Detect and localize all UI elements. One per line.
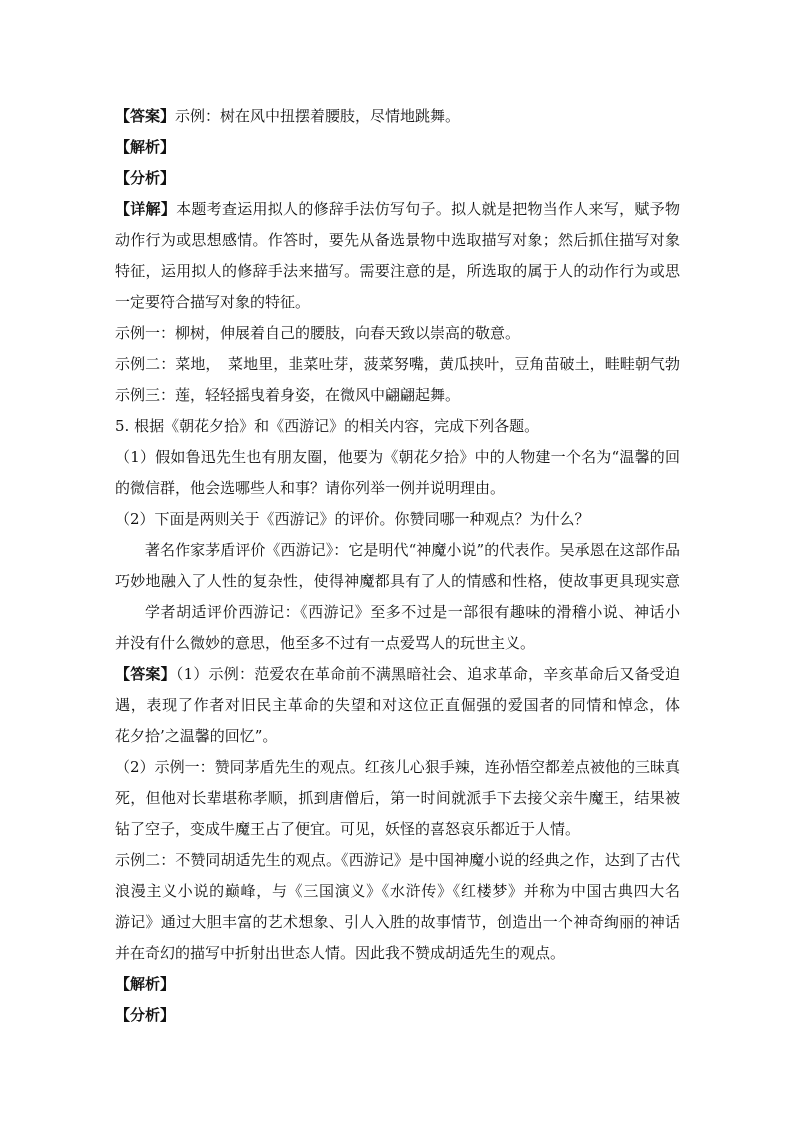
answer-line-2 <box>115 659 680 690</box>
analysis-label-2 <box>115 969 680 1000</box>
section-label: 【解析】 <box>115 975 176 993</box>
paragraph-text: 示例三：莲，轻轻摇曳着身姿，在微风中翩翩起舞。 <box>115 386 461 404</box>
example-line-1 <box>115 318 680 349</box>
paragraph-text: （1）假如鲁迅先生也有朋友圈，他要为《朝花夕拾》中的人物建一个名为“温馨的回 <box>115 448 680 466</box>
document-page <box>115 101 680 1031</box>
question-5-part2 <box>115 504 680 535</box>
detail-line-4 <box>115 287 680 318</box>
paragraph-text: 巧妙地融入了人性的复杂性，使得神魔都具有了人的情感和性格，使故事更具现实意 <box>115 572 680 590</box>
section-label: 【答案】 <box>115 107 176 125</box>
answer-line-7 <box>115 814 680 845</box>
paragraph-text: 花夕拾’之温馨的回忆”。 <box>115 727 278 745</box>
paragraph-text: 并在奇幻的描写中折射出世态人情。因此我不赞成胡适先生的观点。 <box>115 944 566 962</box>
answer-line-6 <box>115 783 680 814</box>
hushi-quote-line2 <box>115 628 680 659</box>
paragraph-text: （2）下面是两则关于《西游记》的评价。你赞同哪一种观点？为什么？ <box>115 510 590 528</box>
paragraph-text: 动作行为或思想感情。作答时，要先从备选景物中选取描写对象；然后抓住描写对象 <box>115 231 680 249</box>
question-5-part1-line1 <box>115 442 680 473</box>
answer-line-9 <box>115 876 680 907</box>
question-5-title <box>115 411 680 442</box>
paragraph-text: 特征，运用拟人的修辞手法来描写。需要注意的是，所选取的属于人的动作行为或思 <box>115 262 680 280</box>
detail-line-1 <box>115 194 680 225</box>
paragraph-text: 浪漫主义小说的巅峰，与《三国演义》《水浒传》《红楼梦》并称为中国古典四大名 <box>115 882 680 900</box>
maodun-quote-line2 <box>115 566 680 597</box>
detail-line-2 <box>115 225 680 256</box>
detail-line-3 <box>115 256 680 287</box>
example-line-2 <box>115 349 680 380</box>
paragraph-text: 死，但他对长辈堪称孝顺，抓到唐僧后，第一时间就派手下去接父亲牛魔王，结果被 <box>115 789 680 807</box>
paragraph-text: 学者胡适评价西游记：《西游记》至多不过是一部很有趣味的滑稽小说、神话小 <box>145 603 680 621</box>
fenxi-label-2 <box>115 1000 680 1031</box>
paragraph-text: 一定要符合描写对象的特征。 <box>115 293 311 311</box>
example-line-3 <box>115 380 680 411</box>
analysis-label-1 <box>115 132 680 163</box>
paragraph-text: 钻了空子，变成牛魔王占了便宜。可见，妖怪的喜怒哀乐都近于人情。 <box>115 820 581 838</box>
maodun-quote-line1 <box>115 535 680 566</box>
answer-line-1 <box>115 101 680 132</box>
section-label: 【答案】 <box>115 665 176 683</box>
paragraph-text: 著名作家茅盾评价《西游记》：它是明代“神魔小说”的代表作。吴承恩在这部作品 <box>145 541 680 559</box>
section-label: 【详解】 <box>115 200 177 218</box>
paragraph-text: 的微信群，他会选哪些人和事？请你列举一例并说明理由。 <box>115 479 506 497</box>
answer-line-10 <box>115 907 680 938</box>
answer-line-5 <box>115 752 680 783</box>
paragraph-text: （1）示例：范爱农在革命前不满黑暗社会、追求革命，辛亥革命后又备受迫 <box>175 665 680 683</box>
paragraph-text: 示例：树在风中扭摆着腰肢，尽情地跳舞。 <box>175 107 461 125</box>
section-label: 【分析】 <box>115 1006 176 1024</box>
question-5-part1-line2 <box>115 473 680 504</box>
paragraph-text: 游记》通过大胆丰富的艺术想象、引人入胜的故事情节，创造出一个神奇绚丽的神话 <box>115 913 680 931</box>
paragraph-text: 本题考查运用拟人的修辞手法仿写句子。拟人就是把物当作人来写，赋予物 <box>176 200 680 218</box>
paragraph-text: （2）示例一：赞同茅盾先生的观点。红孩儿心狠手辣，连孙悟空都差点被他的三昧真 <box>115 758 680 776</box>
paragraph-text: 示例二：不赞同胡适先生的观点。《西游记》是中国神魔小说的经典之作，达到了古代 <box>115 851 680 869</box>
section-label: 【解析】 <box>115 138 176 156</box>
answer-line-3 <box>115 690 680 721</box>
paragraph-text: 遇，表现了作者对旧民主革命的失望和对这位正直倔强的爱国者的同情和悼念，体 <box>115 696 680 714</box>
paragraph-text: 5. 根据《朝花夕拾》和《西游记》的相关内容，完成下列各题。 <box>115 417 540 435</box>
paragraph-text: 并没有什么微妙的意思，他至多不过有一点爱骂人的玩世主义。 <box>115 634 536 652</box>
answer-line-4 <box>115 721 680 752</box>
fenxi-label-1 <box>115 163 680 194</box>
answer-line-11 <box>115 938 680 969</box>
answer-line-8 <box>115 845 680 876</box>
hushi-quote-line1 <box>115 597 680 628</box>
section-label: 【分析】 <box>115 169 176 187</box>
paragraph-text: 示例二：菜地， 菜地里，韭菜吐芽，菠菜努嘴，黄瓜挟叶，豆角苗破土，畦畦朝气勃 <box>115 355 680 373</box>
paragraph-text: 示例一：柳树，伸展着自己的腰肢，向春天致以崇高的敬意。 <box>115 324 521 342</box>
